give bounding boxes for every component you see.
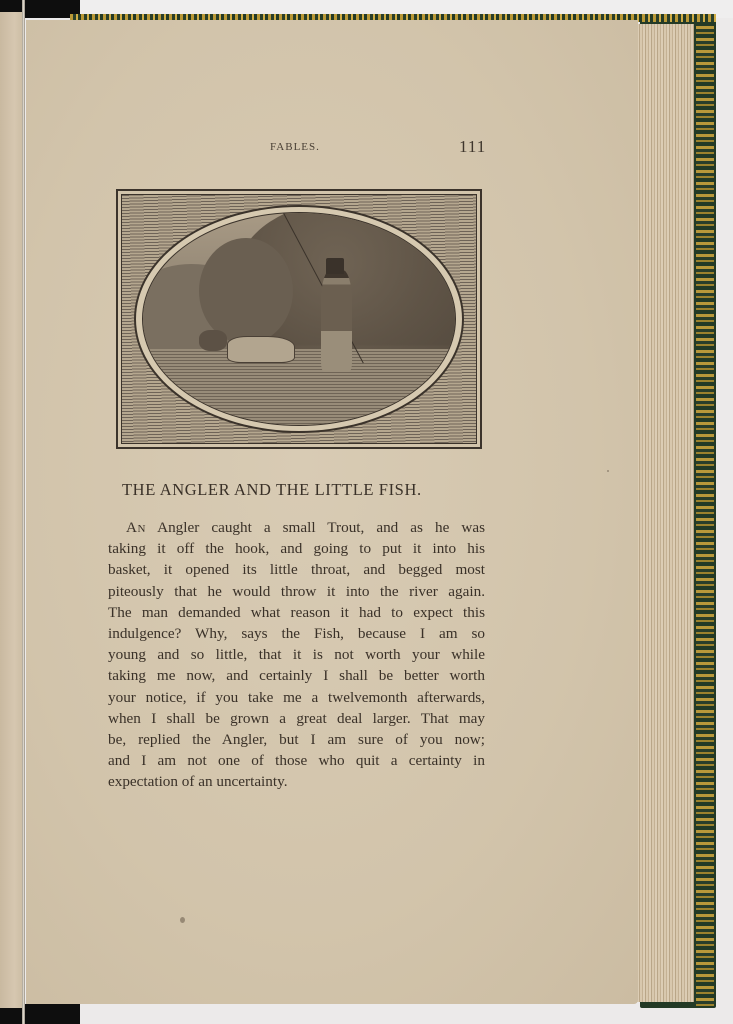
running-head bbox=[0, 137, 733, 157]
angler-figure bbox=[321, 270, 352, 372]
running-title: FABLES. bbox=[270, 141, 320, 153]
drop-word: An bbox=[126, 519, 146, 536]
text-line: young and so little, that it is not worth your while bbox=[108, 646, 485, 664]
gilt-border-decoration bbox=[696, 14, 714, 1008]
small-tree bbox=[199, 238, 293, 344]
dark-rock bbox=[199, 330, 227, 351]
text-line: taking it off the hook, and going to put it into his bbox=[108, 540, 485, 558]
engraving-illustration bbox=[116, 189, 482, 449]
river-water bbox=[143, 349, 455, 425]
text-line: piteously that he would throw it into the river again. bbox=[108, 582, 485, 600]
text-line: indulgence? Why, says the Fish, because I am so bbox=[108, 624, 485, 642]
text-line: The man demanded what reason it had to expect this bbox=[108, 603, 485, 621]
text-line: basket, it opened its little throat, and begged most bbox=[108, 561, 485, 579]
text-line: taking me now, and certainly I shall be better worth bbox=[108, 667, 485, 685]
foxing-spot bbox=[180, 917, 185, 923]
text-line: be, replied the Angler, but I am sure of you now; bbox=[108, 730, 485, 748]
oval-vignette-scene bbox=[142, 212, 456, 426]
fable-body bbox=[108, 517, 485, 792]
facing-page-edge bbox=[0, 12, 24, 1008]
foxing-spot bbox=[607, 470, 609, 472]
text-line: expectation of an uncertainty. bbox=[108, 773, 288, 791]
text-line: An Angler caught a small Trout, and as he was bbox=[126, 519, 485, 536]
text-line: when I shall be grown a great deal larger. That may bbox=[108, 709, 485, 727]
page-number: 111 bbox=[459, 137, 487, 156]
text-line: and I am not one of those who quit a certainty in bbox=[108, 752, 485, 770]
engraving-hatched-border bbox=[121, 194, 477, 444]
fable-title: THE ANGLER AND THE LITTLE FISH. bbox=[122, 480, 422, 499]
light-rock bbox=[227, 336, 295, 363]
book-page bbox=[26, 20, 638, 1004]
text-line: your notice, if you take me a twelvemonth afterwards, bbox=[108, 688, 485, 706]
top-hat bbox=[326, 258, 345, 275]
